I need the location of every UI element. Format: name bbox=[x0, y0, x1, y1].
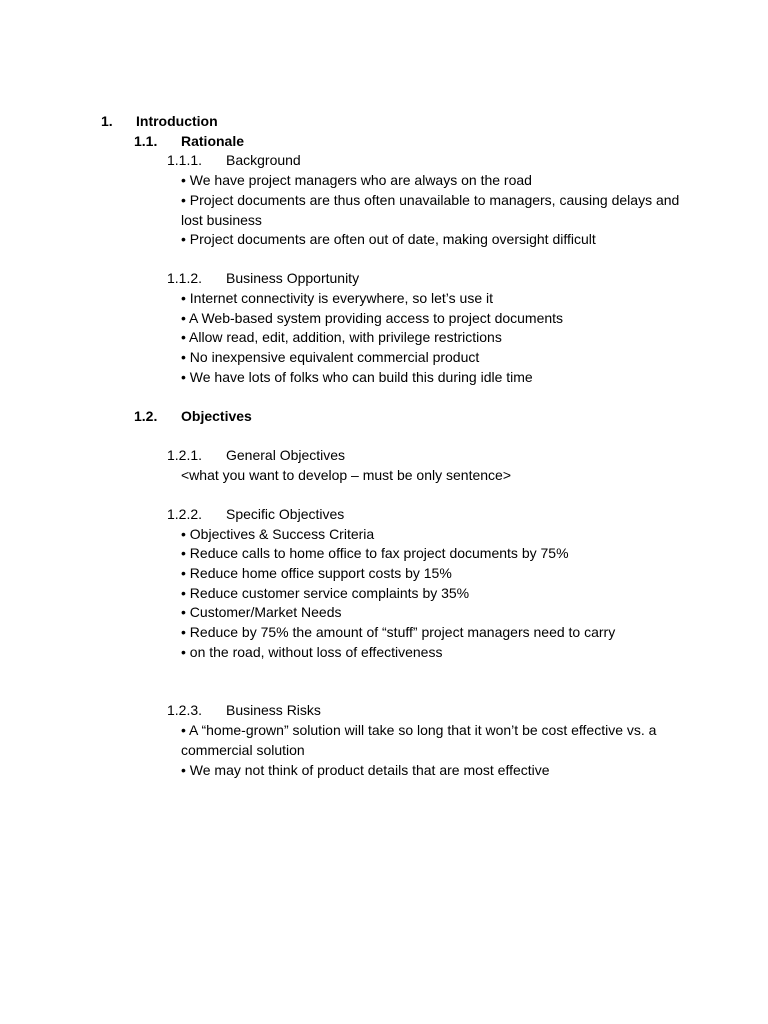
heading-title: Rationale bbox=[181, 133, 245, 149]
placeholder-text: <what you want to develop – must be only sentence> bbox=[181, 467, 511, 483]
list-item: • Internet connectivity is everywhere, so let’s use it bbox=[181, 290, 494, 306]
heading-number: 1. bbox=[101, 113, 113, 129]
heading-title: Business Opportunity bbox=[226, 270, 360, 286]
list-item: • on the road, without loss of effectiveness bbox=[181, 644, 443, 660]
heading-title: Background bbox=[226, 152, 301, 168]
heading-number: 1.2.2. bbox=[167, 506, 203, 522]
list-item: • Reduce by 75% the amount of “stuff” project managers need to carry bbox=[181, 624, 616, 640]
list-item: • We have project managers who are always on the road bbox=[181, 172, 532, 188]
heading-title: Business Risks bbox=[226, 702, 321, 718]
list-item: • Customer/Market Needs bbox=[181, 604, 342, 620]
list-item: • A Web-based system providing access to project documents bbox=[181, 310, 564, 326]
list-item: • No inexpensive equivalent commercial product bbox=[181, 349, 480, 365]
list-item: • Project documents are thus often unavailable to managers, causing delays and lost business bbox=[181, 192, 680, 228]
heading-number: 1.1.2. bbox=[167, 270, 203, 286]
heading-number: 1.2. bbox=[134, 408, 158, 424]
heading-number: 1.2.1. bbox=[167, 447, 203, 463]
list-item: • Reduce home office support costs by 15% bbox=[181, 565, 452, 581]
heading-title: General Objectives bbox=[226, 447, 346, 463]
list-item: • Reduce customer service complaints by 35% bbox=[181, 585, 470, 601]
heading-title: Specific Objectives bbox=[226, 506, 345, 522]
heading-number: 1.2.3. bbox=[167, 702, 203, 718]
list-item: • We have lots of folks who can build this during idle time bbox=[181, 369, 533, 385]
list-item: • We may not think of product details that are most effective bbox=[181, 762, 550, 778]
heading-number: 1.1. bbox=[134, 133, 158, 149]
heading-title: Objectives bbox=[181, 408, 252, 424]
list-item: • Objectives & Success Criteria bbox=[181, 526, 375, 542]
list-item: • A “home-grown” solution will take so long that it won’t be cost effective vs. a commercial solution bbox=[181, 722, 657, 758]
list-item: • Reduce calls to home office to fax project documents by 75% bbox=[181, 545, 569, 561]
heading-number: 1.1.1. bbox=[167, 152, 203, 168]
list-item: • Allow read, edit, addition, with privilege restrictions bbox=[181, 329, 502, 345]
heading-title: Introduction bbox=[136, 113, 218, 129]
list-item: • Project documents are often out of date, making oversight difficult bbox=[181, 231, 596, 247]
